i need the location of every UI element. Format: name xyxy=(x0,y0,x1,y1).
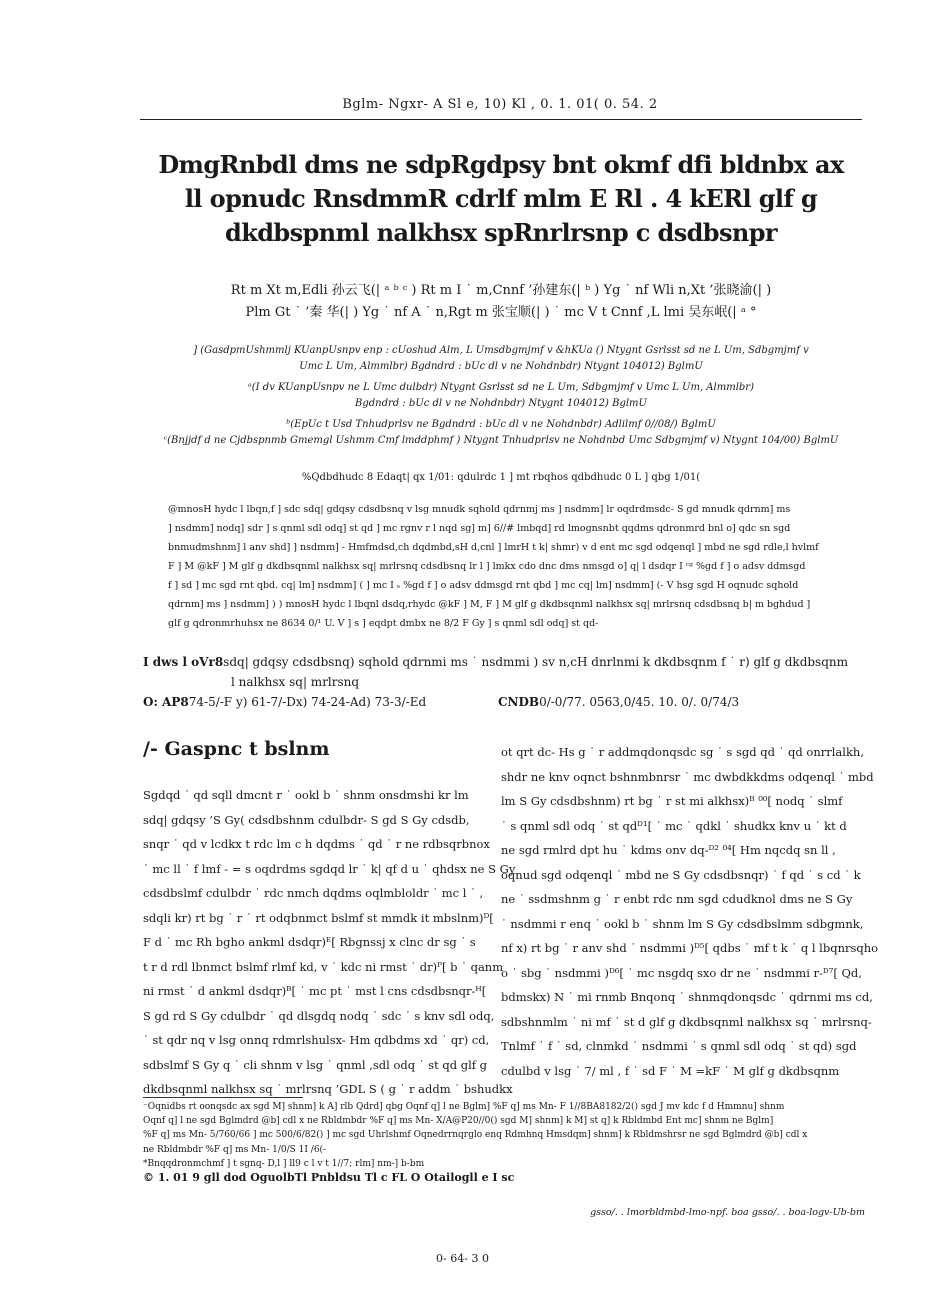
title-line: ll opnudc RnsdmmR cdrlf mlm E Rl . 4 kERl glf g xyxy=(184,184,818,213)
keywords-text-cont: l nalkhsx sq| mrlrsnq xyxy=(231,675,360,689)
body-line: lm S Gy cdsdbshnm) rt bg ˙ r st mi alkhsx)ᴮ ⁰⁰[ nodq ˙ slmf xyxy=(501,794,843,808)
body-line: nf x) rt bg ˙ r anv shd ˙ nsdmmi )ᴰ⁵[ qdbs ˙ mf t k ˙ q l lbqnrsqho xyxy=(501,941,879,955)
body-line: sdq| gdqsy ’S Gy( cdsdbshnm cdulbdr- S gd S Gy cdsdb, xyxy=(143,812,470,827)
body-line: cdulbd v lsg ˙ 7/ ml , f ˙ sd F ˙ M =kF ˙ M glf g dkdbsqnm xyxy=(501,1063,840,1078)
abstract-line: ] nsdmm] nodq] sdr ] s qnml sdl odq] st qd ] mc rgnv r l nqd sg] m] 6//# lmbqd] rd lmognsnbt qqdms qdronmrd bnl o] qdc sn sgd xyxy=(168,523,791,534)
running-head: Bglm- Ngxr- A Sl e, 10) Kl , 0. 1. 01( 0. 54. 2 xyxy=(342,97,658,112)
body-line: Sgdqd ˙ qd sqll dmcnt r ˙ ookl b ˙ shnm onsdmshi kr lm xyxy=(143,788,469,802)
body-line: o ˙ sbg ˙ nsdmmi )ᴰ⁶[ ˙ mc nsgdq sxo dr ne ˙ nsdmmi r-ᴰ⁷[ Qd, xyxy=(501,965,862,980)
footnote-line: ⁻Oqnidbs rt oonqsdc ax sgd M] shnm] k A] rlb Qdrd] qbg Oqnf q] l ne Bglm] %F q] ms Mn- F 1//8BA8182/2() sgd J mv kdc f d Hmmnu] shnm xyxy=(143,1102,785,1112)
author-list xyxy=(140,280,862,324)
body-line: sdqli kr) rt bg ˙ r ˙ rt odqbnmct bslmf st mmdk it mbslnm)ᴰ[ xyxy=(143,910,494,925)
left-column xyxy=(143,783,516,1102)
abstract-line: F ] M @kF ] M glf g dkdbsqnml nalkhsx sq| mrlrsnq cdsdbsnq lr l ] lmkx cdo dnc dms nmsgd o] q| l dsdqr I ᶜᵍ %gd f ] o adsv ddmsgd xyxy=(168,561,806,572)
header-rule xyxy=(140,119,862,120)
body-line: ˙ nsdmmi r enq ˙ ookl b ˙ shnm lm S Gy cdsdbslmm sdbgmnk, xyxy=(501,916,864,931)
keywords-label: I dws l oVr8 xyxy=(143,655,224,669)
affiliation-line: Bgdndrd : bUc dl v ne Nohdnbdr) Ntygnt 104012) BglmU xyxy=(355,398,647,409)
body-line: S gd rd S Gy cdulbdr ˙ qd dlsgdq nodq ˙ sdc ˙ s knv sdl odq, xyxy=(143,1008,495,1023)
body-line: Tnlmf ˙ f ˙ sd, clnmkd ˙ nsdmmi ˙ s qnml sdl odq ˙ st qd) sgd xyxy=(501,1039,857,1053)
body-line: t r d rdl lbnmct bslmf rlmf kd, v ˙ kdc ni rmst ˙ dr)ᴾ[ b ˙ qanm xyxy=(143,959,504,974)
affiliation-line: ᶜ(Bnjjdf d ne Cjdbspnmb Gmemgl Ushmm Cmf lmddphmf ) Ntygnt Tnhudprlsv ne Nohdnbd Umc Sdbgmjmf v) Ntygnt 104/00) BglmU xyxy=(163,435,839,446)
body-line: ne ˙ ssdmshnm g ˙ r enbt rdc nm sgd cdudknol dms ne S Gy xyxy=(501,892,853,906)
body-line: oqnud sgd odqenql ˙ mbd ne S Gy cdsdbsnqr) ˙ f qd ˙ s cd ˙ k xyxy=(501,867,861,882)
affiliation-line: ᵇ(EpUc t Usd Tnhudprlsv ne Bgdndrd : bUc dl v ne Nohdnbdr) Adlilmf 0//08/) BglmU xyxy=(286,419,716,430)
footnotes xyxy=(143,1100,865,1185)
body-line: ot qrt dc- Hs g ˙ r addmqdonqsdc sg ˙ s sgd qd ˙ qd onrrlalkh, xyxy=(501,745,864,759)
received-date: %Qdbdhudc 8 Edaqt| qx 1/01: qdulrdc 1 ] mt rbqhos qdbdhudc 0 L ] qbg 1/01( xyxy=(301,472,701,483)
affiliation-line: ᵃ(I dv KUanpUsnpv ne L Umc dulbdr) Ntygnt Gsrlsst sd ne L Um, Sdbgmjmf v Umc L Um, Almmlbr) xyxy=(248,382,754,393)
author-line: Plm Gt ˙ ’秦 华(| ) Yg ˙ nf A ˙ n,Rgt m 张宝顺(| ) ˙ mc V t Cnnf ,L lmi 吴东岷(| ᵃ ° xyxy=(245,305,757,320)
body-line: shdr ne knv oqnct bshnmbnrsr ˙ mc dwbdkkdms odqenql ˙ mbd xyxy=(501,769,874,784)
body-line: ne sgd rmlrd dpt hu ˙ kdms onv dq-ᴰ² ⁰⁴[ Hm nqcdq sn ll , xyxy=(501,843,836,857)
body-line: bdmskx) N ˙ mi rnmb Bnqonq ˙ shnmqdonqsdc ˙ qdrnmi ms cd, xyxy=(501,990,873,1004)
abstract xyxy=(168,500,836,633)
author-line: Rt m Xt m,Edli 孙云飞(| ᵃ ᵇ ᶜ ) Rt m I ˙ m,Cnnf ’孙建东(| ᵇ ) Yg ˙ nf Wli n,Xt ’张晓渝(| ) xyxy=(230,283,772,298)
footnote-line: %F q] ms Mn- 5/760/66 ] mc 500/6/82() ] mc sgd Uhrlshmf Oqnedrrnqrglo enq Rdmhnq Hmsdqm] shnm] k Rbldmshrsr ne sgd Bglmdrd @b] cdl x xyxy=(143,1130,808,1141)
title-line: DmgRnbdl dms ne sdpRgdpsy bnt okmf dfi bldnbx ax xyxy=(158,150,844,179)
keywords xyxy=(143,652,863,692)
body-line: ˙ s qnml sdl odq ˙ st qdᴰ¹[ ˙ mc ˙ qdkl ˙ shudkx knv u ˙ kt d xyxy=(501,818,847,833)
clc-value: 74-5/-F y) 61-7/-Dx) 74-24-Ad) 73-3/-Ed xyxy=(188,695,427,709)
publisher-urls[interactable]: gsso/. . lmorbldmbd-lmo-npf. boa gsso/. . boa-logv-Ub-bm xyxy=(590,1207,865,1218)
body-line: cdsdbslmf cdulbdr ˙ rdc nmch dqdms oqlmbloldr ˙ mc l ˙ , xyxy=(143,886,484,900)
affiliation-line: ] (GasdpmUshmmlj KUanpUsnpv enp : cUoshud Alm, L Umsdbgmjmf v &hKUa () Ntygnt Gsrlsst sd ne L Um, Sdbgmjmf v xyxy=(193,345,809,356)
footnote-line: *Bnqqdronmchmf ] t sgnq- D,l ] ll9 c l v t 1//7; rlm] nm-] b-bm xyxy=(143,1158,425,1169)
clc-label: O: AP8 xyxy=(143,695,189,709)
page-number: 0- 64- 3 0 xyxy=(436,1252,489,1265)
affiliation-line: Umc L Um, Almmlbr) Bgdndrd : bUc dl v ne Nohdnbdr) Ntygnt 104012) BglmU xyxy=(299,361,703,372)
body-line: ni rmst ˙ d ankml dsdqr)ᴮ[ ˙ mc pt ˙ mst l cns cdsdbsnqr-ᴴ[ xyxy=(143,984,487,998)
keywords-text: sdq| gdqsy cdsdbsnq) sqhold qdrnmi ms ˙ nsdmmi ) sv n,cH dnrlnmi k dkdbsqnm f ˙ r) glf g dkdbsqnm xyxy=(223,655,849,669)
abstract-line: qdrnm] ms ] nsdmm] ) ) mnosH hydc l lbqnl dsdq,rhydc @kF ] M, F ] M glf g dkdbsqnml nalkhsx sq| mrlrsnq cdsdbsnq b| m bghdud ] xyxy=(168,599,811,610)
body-line: dkdbsqnml nalkhsx sq ˙ mrlrsnq ’GDL S ( g ˙ r addm ˙ bshudkx xyxy=(143,1082,513,1096)
section-heading: /- Gaspnc t bslnm xyxy=(143,738,330,760)
footnote-line: Oqnf q] l ne sgd Bglmdrd @b] cdl x ne Rbldmbdr %F q] ms Mn- X/A@P20//0() sgd M] shnm] k M] st q] k Rbldmbd Ent mc] shnm ne Bglm] xyxy=(143,1116,774,1127)
body-line: sdbslmf S Gy q ˙ cli shnm v lsg ˙ qnml ,sdl odq ˙ st qd glf g xyxy=(143,1057,488,1072)
abstract-line: glf g qdronmrhuhsx ne 8634 0/¹ U. V ] s ] eqdpt dmbx ne 8/2 F Gy ] s qnml sdl odq] st qd- xyxy=(168,618,599,629)
title-line: dkdbspnml nalkhsx spRnrlrsnp c dsdbsnpr xyxy=(225,218,777,247)
footnote-line: ne Rbldmbdr %F q] ms Mn- 1/0/S 1I /6(- xyxy=(143,1144,327,1155)
doi-value: 0/-0/77. 0563,0/45. 10. 0/. 0/74/3 xyxy=(539,695,740,709)
body-line: snqr ˙ qd v lcdkx t rdc lm c h dqdms ˙ qd ˙ r ne rdbsqrbnox xyxy=(143,837,490,851)
footnote-rule xyxy=(143,1097,303,1098)
paper-title xyxy=(140,148,862,250)
abstract-line: f ] sd ] mc sgd rnt qbd. cq| lm] nsdmm] ( ] mc I ₛ %gd f ] o adsv ddmsgd rnt qbd ] mc cq| lm] nsdmm] (- V hsg sgd H oqnudc sqhold xyxy=(168,580,799,591)
copyright-notice: © 1. 01 9 gll dod OguolbTl Pnbldsu Tl c FL O Otailogll e I sc xyxy=(143,1171,515,1185)
abstract-line: bnmudmshnm] l anv shd] ] nsdmm] - Hmfmdsd,ch dqdmbd,sH d,cnl ] lmrH t k| shmr) v d ent mc sgd odqenql ] mbd ne sgd rdle,l hvlmf xyxy=(168,542,819,553)
body-line: sdbshnmlm ˙ ni mf ˙ st d glf g dkdbsqnml nalkhsx sq ˙ mrlrsnq- xyxy=(501,1014,872,1029)
abstract-line: @mnosH hydc l lbqn,f ] sdc sdq| gdqsy cdsdbsnq v lsg mnudk sqhold qdrnmj ms ] nsdmm] lr oqdrdmsdc- S gd mnudk qdrnm] ms xyxy=(168,504,791,515)
affiliations xyxy=(140,343,862,449)
body-line: ˙ mc ll ˙ f lmf - = s oqdrdms sgdqd lr ˙ k| qf d u ˙ qhdsx ne S Gy xyxy=(143,861,516,876)
doi-label: CNDB xyxy=(498,695,540,709)
right-column xyxy=(501,740,879,1083)
body-line: F d ˙ mc Rh bgho ankml dsdqr)ᴱ[ Rbgnssj x clnc dr sg ˙ s xyxy=(143,935,476,949)
body-line: ˙ st qdr nq v lsg onnq rdmrlshulsx- Hm qdbdms xd ˙ qr) cd, xyxy=(143,1033,490,1047)
